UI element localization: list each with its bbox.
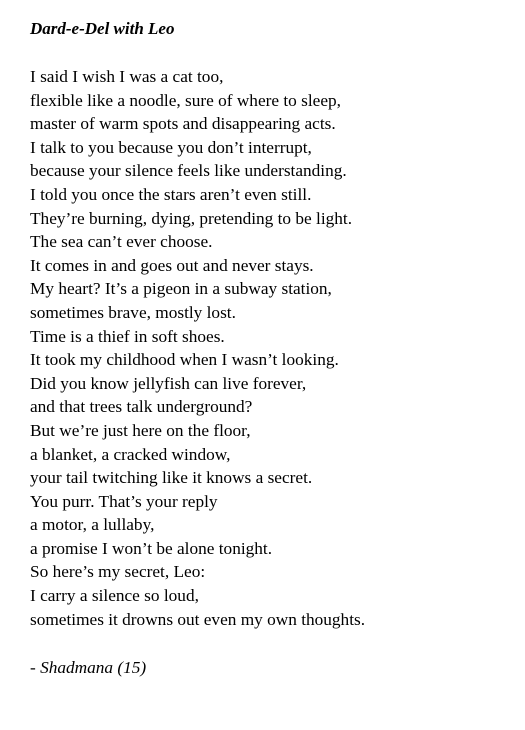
poem-line: a promise I won’t be alone tonight. [30,538,273,558]
poem-line: Time is a thief in soft shoes. [30,326,225,346]
poem-line: But we’re just here on the floor, [30,420,251,440]
poem-line: My heart? It’s a pigeon in a subway station, [30,279,332,299]
poem-line: sometimes it drowns out even my own thoughts. [30,609,366,629]
poem-line: It comes in and goes out and never stays. [30,255,314,275]
poem-line: a motor, a lullaby, [30,515,155,535]
poem-line: The sea can’t ever choose. [30,232,213,252]
poem-body [30,65,510,631]
poem-line: You purr. That’s your reply [30,491,218,511]
poem-title: Dard-e-Del with Leo [30,19,175,38]
poem-line: because your silence feels like understanding. [30,161,347,181]
poem-line: your tail twitching like it knows a secret. [30,468,313,488]
poem-line: So here’s my secret, Leo: [30,562,206,582]
poem-line: a blanket, a cracked window, [30,444,231,464]
author-signature: - Shadmana (15) [30,658,147,678]
poem-line: I talk to you because you don’t interrupt, [30,137,312,157]
poem-line: Did you know jellyfish can live forever, [30,373,307,393]
poem-line: master of warm spots and disappearing acts. [30,114,336,134]
poem-line: and that trees talk underground? [30,397,253,417]
poem-line: I told you once the stars aren’t even still. [30,184,312,204]
poem-line: It took my childhood when I wasn’t looking. [30,350,339,370]
poem-line: I said I wish I was a cat too, [30,67,224,86]
poem-line: flexible like a noodle, sure of where to sleep, [30,90,341,110]
poem-page [30,17,510,680]
poem-line: sometimes brave, mostly lost. [30,302,236,322]
poem-line: They’re burning, dying, pretending to be light. [30,208,353,228]
poem-line: I carry a silence so loud, [30,586,199,606]
